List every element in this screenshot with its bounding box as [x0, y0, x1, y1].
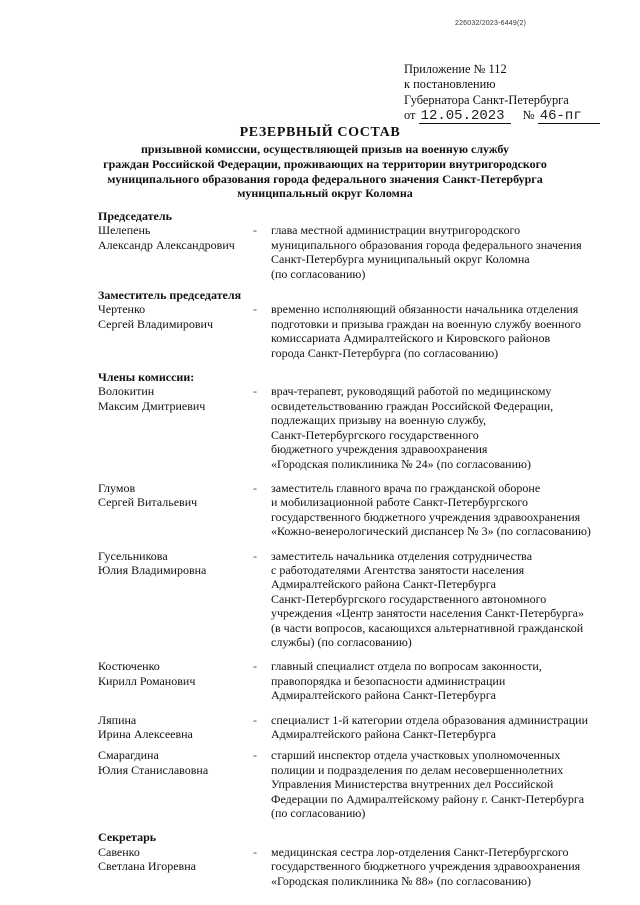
member-entry	[98, 549, 618, 650]
member-position: главный специалист отдела по вопросам законности, правопорядка и безопасности администрации Адмиралтейского района Санкт-Петербурга	[271, 659, 542, 703]
appendix-block	[404, 62, 614, 124]
section-title-secretary: Секретарь	[98, 830, 157, 845]
member-entry	[98, 223, 618, 281]
separator-dash: -	[253, 548, 257, 563]
member-given-names: Сергей Витальевич	[98, 495, 198, 510]
member-position: временно исполняющий обязанности начальника отделения подготовки и призыва граждан на военную службу военного комиссариата Адмиралтейского и Кировского районов города Санкт-Петербурга (по согласованию)	[271, 302, 582, 360]
member-position: старший инспектор отдела участковых уполномоченных полиции и подразделения по делам несовершеннолетних Управления Министерства внутренних дел Российской Федерации по Адмиралтейскому району г. Санкт-Петербурга (по согласованию)	[271, 748, 585, 821]
member-name	[98, 302, 253, 360]
member-given-names: Юлия Владимировна	[98, 562, 207, 577]
member-entry	[98, 845, 618, 888]
member-surname: Ляпина	[98, 712, 137, 727]
appendix-date-line	[404, 108, 614, 124]
member-position: медицинская сестра лор-отделения Санкт-Петербургского государственного бюджетного учреждения здравоохранения «Городская поликлиника № 88» (по согласованию)	[271, 844, 581, 888]
separator-dash: -	[253, 302, 257, 317]
member-given-names: Юлия Станиславовна	[98, 762, 209, 777]
subtitle-line: граждан Российской Федерации, проживающих на территории внутригородского	[103, 156, 547, 171]
member-position: специалист 1-й категории отдела образования администрации Адмиралтейского района Санкт-Петербурга	[271, 712, 589, 741]
section-title-members: Члены комиссии:	[98, 370, 195, 385]
member-entry	[98, 713, 618, 742]
subtitle-line: муниципального образования города федерального значения Санкт-Петербурга	[107, 171, 543, 186]
member-position: глава местной администрации внутригородского муниципального образования города федерального значения Санкт-Петербурга муниципальный округ Коломна (по согласованию)	[271, 223, 582, 281]
member-surname: Смарагдина	[98, 748, 159, 763]
separator-dash: -	[253, 480, 257, 495]
member-name	[98, 659, 253, 702]
member-position: заместитель начальника отделения сотрудничества с работодателями Агентства занятости населения Адмиралтейского района Санкт-Петербурга Санкт-Петербургского государственного автономного учреждения «Центр занятости населения Санкт-Петербурга» (в части вопросов, касающихся альтернативной гражданской службы) (по согласованию)	[271, 548, 584, 649]
separator-dash: -	[253, 712, 257, 727]
appendix-line: к постановлению	[404, 77, 496, 92]
member-name	[98, 370, 253, 471]
handwritten-number: 46-пг	[538, 110, 600, 124]
section-title-chairman: Председатель	[98, 209, 172, 223]
handwritten-date: 12.05.2023	[419, 110, 511, 124]
separator-dash: -	[253, 223, 257, 238]
appendix-line: Губернатора Санкт-Петербурга	[404, 92, 569, 107]
member-entry	[98, 481, 618, 539]
number-prefix: №	[522, 108, 535, 123]
separator-dash: -	[253, 659, 257, 674]
appendix-line: Приложение № 112	[404, 62, 507, 76]
member-name	[98, 845, 253, 888]
member-name	[98, 549, 253, 650]
member-surname: Глумов	[98, 480, 136, 495]
member-name	[98, 713, 253, 742]
member-surname: Волокитин	[98, 384, 155, 399]
document-subtitle	[60, 142, 590, 201]
member-surname: Гусельникова	[98, 548, 168, 563]
document-number: 226032/2023-6449(2)	[455, 20, 527, 27]
document-title: РЕЗЕРВНЫЙ СОСТАВ	[239, 125, 401, 140]
member-name	[98, 748, 253, 820]
section-title-deputy: Заместитель председателя	[98, 288, 242, 303]
member-given-names: Кирилл Романович	[98, 673, 196, 688]
member-position: заместитель главного врача по гражданской обороне и мобилизационной работе Санкт-Петербургского государственного бюджетного учреждения здравоохранения «Кожно-венерологический диспансер № 3» (по согласованию)	[271, 480, 591, 539]
member-surname: Чертенко	[98, 302, 146, 317]
member-entry	[98, 748, 618, 820]
member-surname: Костюченко	[98, 659, 160, 674]
member-name	[98, 481, 253, 539]
subtitle-line: призывной комиссии, осуществляющей призыв на военную службу	[141, 142, 509, 156]
member-position: врач-терапевт, руководящий работой по медицинскому освидетельствованию граждан Российской Федерации, подлежащих призыву на военную службу, Санкт-Петербургского государственного бюджетного учреждения здравоохранения «Городская поликлиника № 24» (по согласованию)	[271, 384, 554, 471]
separator-dash: -	[253, 844, 257, 859]
member-entry	[98, 302, 618, 360]
member-given-names: Александр Александрович	[98, 237, 235, 252]
member-given-names: Сергей Владимирович	[98, 316, 213, 331]
commission-members	[98, 209, 618, 888]
separator-dash: -	[253, 748, 257, 763]
member-given-names: Максим Дмитриевич	[98, 398, 206, 413]
member-surname: Савенко	[98, 844, 140, 859]
date-prefix: от	[404, 108, 416, 123]
member-entry	[98, 659, 618, 702]
member-entry	[98, 370, 618, 471]
separator-dash: -	[253, 384, 257, 399]
member-given-names: Ирина Алексеевна	[98, 727, 193, 741]
member-surname: Шелепень	[98, 223, 151, 238]
subtitle-line: муниципальный округ Коломна	[237, 186, 413, 201]
member-given-names: Светлана Игоревна	[98, 859, 196, 874]
member-name	[98, 223, 253, 281]
